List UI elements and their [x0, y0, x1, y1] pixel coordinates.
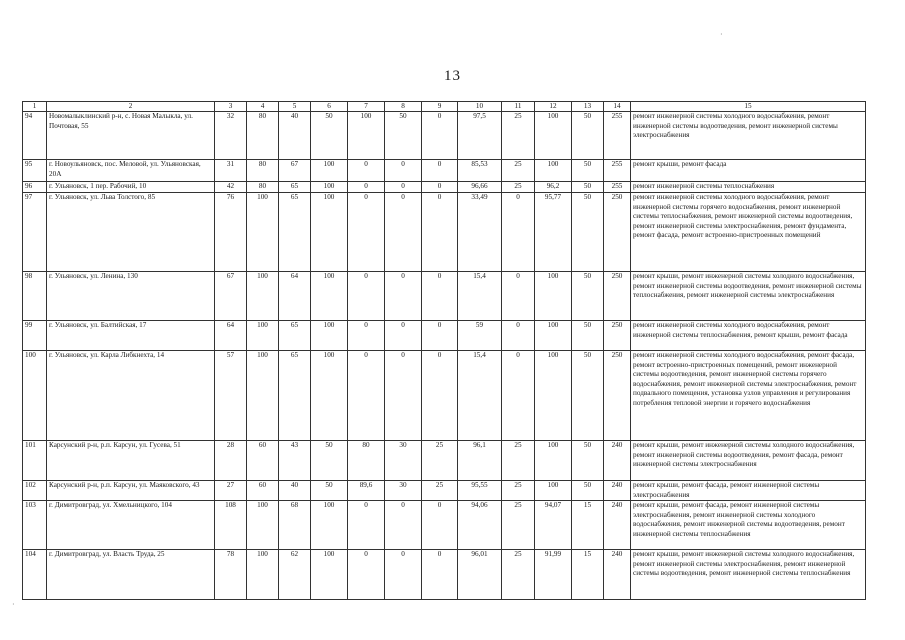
header-row — [23, 102, 866, 112]
cell-address: г. Димитровград, ул. Власть Труда, 25 — [47, 550, 215, 600]
cell-col-10: 95,55 — [458, 481, 502, 501]
cell-repair-works: ремонт инженерной системы холодного водоснабжения, ремонт инженерной системы теплоснабжения, ремонт крыши, ремонт фасада — [631, 321, 866, 351]
cell-col-14: 240 — [604, 481, 631, 501]
cell-col-4: 80 — [247, 112, 279, 160]
cell-col-11: 0 — [502, 193, 535, 272]
cell-repair-works: ремонт крыши, ремонт инженерной системы холодного водоснабжения, ремонт инженерной системы водоотведения, ремонт инженерной системы теплоснабжения, ремонт инженерной системы электроснабжения — [631, 272, 866, 321]
cell-col-9: 0 — [422, 321, 458, 351]
cell-col-13: 50 — [572, 112, 604, 160]
cell-col-4: 100 — [247, 272, 279, 321]
cell-col-8: 50 — [385, 112, 422, 160]
column-header-8: 8 — [385, 102, 422, 112]
cell-col-7: 0 — [348, 550, 385, 600]
cell-repair-works: ремонт инженерной системы холодного водоснабжения, ремонт фасада, ремонт встроенно-пристроенных помещений, ремонт инженерной системы водоотведения, ремонт инженерной системы горячего водоснабжения, ремонт инженерной системы электроснабжения, ремонт подвального помещения, установка узлов управления и регулирования потребления тепловой энергии и горячего водоснабжения — [631, 351, 866, 441]
cell-col-10: 96,1 — [458, 441, 502, 481]
cell-col-3: 108 — [215, 501, 247, 550]
cell-col-7: 0 — [348, 160, 385, 182]
cell-col-3: 28 — [215, 441, 247, 481]
cell-col-4: 100 — [247, 351, 279, 441]
cell-col-10: 94,06 — [458, 501, 502, 550]
cell-col-3: 78 — [215, 550, 247, 600]
cell-col-8: 0 — [385, 351, 422, 441]
cell-col-7: 0 — [348, 501, 385, 550]
cell-col-11: 25 — [502, 182, 535, 193]
cell-col-10: 33,49 — [458, 193, 502, 272]
cell-col-8: 0 — [385, 193, 422, 272]
cell-col-9: 0 — [422, 160, 458, 182]
cell-address: г. Ульяновск, ул. Ленина, 130 — [47, 272, 215, 321]
cell-row-number: 98 — [23, 272, 47, 321]
column-header-13: 13 — [572, 102, 604, 112]
housing-repair-table — [22, 101, 866, 600]
cell-col-9: 25 — [422, 481, 458, 501]
cell-address: Новомалыклинский р-н, с. Новая Малыкла, ул. Почтовая, 55 — [47, 112, 215, 160]
cell-col-6: 50 — [311, 112, 348, 160]
cell-col-12: 100 — [535, 272, 572, 321]
cell-col-3: 67 — [215, 272, 247, 321]
cell-col-9: 0 — [422, 351, 458, 441]
cell-col-6: 100 — [311, 321, 348, 351]
column-header-6: 6 — [311, 102, 348, 112]
cell-col-6: 100 — [311, 501, 348, 550]
cell-col-7: 0 — [348, 193, 385, 272]
cell-address: Карсунский р-н, р.п. Карсун, ул. Гусева, 51 — [47, 441, 215, 481]
cell-col-6: 100 — [311, 550, 348, 600]
cell-col-7: 100 — [348, 112, 385, 160]
cell-col-12: 100 — [535, 351, 572, 441]
cell-row-number: 97 — [23, 193, 47, 272]
cell-col-11: 0 — [502, 272, 535, 321]
cell-address: г. Новоульяновск, пос. Меловой, ул. Ульяновская, 20А — [47, 160, 215, 182]
cell-col-4: 80 — [247, 160, 279, 182]
cell-col-8: 0 — [385, 321, 422, 351]
cell-col-11: 25 — [502, 481, 535, 501]
cell-col-11: 25 — [502, 550, 535, 600]
cell-col-13: 50 — [572, 160, 604, 182]
column-header-2: 2 — [47, 102, 215, 112]
cell-col-5: 40 — [279, 481, 311, 501]
cell-col-4: 60 — [247, 481, 279, 501]
cell-col-5: 67 — [279, 160, 311, 182]
cell-col-4: 100 — [247, 550, 279, 600]
cell-col-12: 100 — [535, 321, 572, 351]
cell-col-6: 50 — [311, 481, 348, 501]
page-number: 13 — [444, 68, 461, 84]
cell-col-11: 0 — [502, 321, 535, 351]
cell-col-13: 50 — [572, 182, 604, 193]
cell-row-number: 102 — [23, 481, 47, 501]
cell-col-10: 96,66 — [458, 182, 502, 193]
cell-address: г. Димитровград, ул. Хмельницкого, 104 — [47, 501, 215, 550]
cell-col-7: 80 — [348, 441, 385, 481]
cell-col-11: 25 — [502, 501, 535, 550]
cell-col-5: 43 — [279, 441, 311, 481]
cell-col-7: 0 — [348, 321, 385, 351]
cell-col-14: 240 — [604, 550, 631, 600]
cell-row-number: 95 — [23, 160, 47, 182]
cell-col-13: 50 — [572, 193, 604, 272]
cell-col-3: 57 — [215, 351, 247, 441]
cell-address: Карсунский р-н, р.п. Карсун, ул. Маяковского, 43 — [47, 481, 215, 501]
cell-col-13: 50 — [572, 481, 604, 501]
cell-col-13: 50 — [572, 441, 604, 481]
cell-repair-works: ремонт инженерной системы холодного водоснабжения, ремонт инженерной системы горячего водоснабжения, ремонт инженерной системы теплоснабжения, ремонт инженерной системы водоотведения, ремонт инженерной системы электроснабжения, ремонт фундамента, ремонт фасада, ремонт встроенно-пристроенных помещений — [631, 193, 866, 272]
table-row — [23, 550, 866, 600]
column-header-7: 7 — [348, 102, 385, 112]
cell-repair-works: ремонт крыши, ремонт фасада — [631, 160, 866, 182]
cell-col-9: 25 — [422, 441, 458, 481]
cell-col-12: 100 — [535, 481, 572, 501]
cell-col-9: 0 — [422, 501, 458, 550]
cell-col-6: 100 — [311, 182, 348, 193]
cell-col-7: 0 — [348, 272, 385, 321]
cell-row-number: 101 — [23, 441, 47, 481]
cell-col-12: 100 — [535, 441, 572, 481]
column-header-14: 14 — [604, 102, 631, 112]
cell-col-13: 15 — [572, 550, 604, 600]
cell-col-9: 0 — [422, 272, 458, 321]
cell-col-8: 30 — [385, 441, 422, 481]
cell-col-14: 255 — [604, 160, 631, 182]
cell-col-4: 60 — [247, 441, 279, 481]
table-row — [23, 481, 866, 501]
cell-repair-works: ремонт инженерной системы теплоснабжения — [631, 182, 866, 193]
cell-col-4: 100 — [247, 193, 279, 272]
cell-col-8: 0 — [385, 550, 422, 600]
table-row — [23, 321, 866, 351]
cell-col-9: 0 — [422, 550, 458, 600]
cell-col-8: 0 — [385, 272, 422, 321]
table-row — [23, 112, 866, 160]
cell-col-3: 42 — [215, 182, 247, 193]
cell-col-13: 15 — [572, 501, 604, 550]
cell-col-10: 97,5 — [458, 112, 502, 160]
cell-col-7: 0 — [348, 351, 385, 441]
cell-row-number: 96 — [23, 182, 47, 193]
table-row — [23, 160, 866, 182]
cell-row-number: 100 — [23, 351, 47, 441]
cell-col-5: 65 — [279, 321, 311, 351]
cell-repair-works: ремонт крыши, ремонт инженерной системы холодного водоснабжения, ремонт инженерной системы электроснабжения, ремонт инженерной системы водоотведения, ремонт инженерной системы теплоснабжения — [631, 550, 866, 600]
cell-row-number: 103 — [23, 501, 47, 550]
cell-col-14: 240 — [604, 501, 631, 550]
cell-address: г. Ульяновск, ул. Карла Либкнехта, 14 — [47, 351, 215, 441]
cell-col-10: 15,4 — [458, 351, 502, 441]
scan-mark: · — [720, 30, 723, 39]
cell-col-12: 96,2 — [535, 182, 572, 193]
cell-col-3: 76 — [215, 193, 247, 272]
cell-col-13: 50 — [572, 272, 604, 321]
table-row — [23, 441, 866, 481]
column-header-9: 9 — [422, 102, 458, 112]
cell-col-6: 50 — [311, 441, 348, 481]
cell-repair-works: ремонт инженерной системы холодного водоснабжения, ремонт инженерной системы водоотведения, ремонт инженерной системы электроснабжения — [631, 112, 866, 160]
cell-row-number: 99 — [23, 321, 47, 351]
cell-col-11: 25 — [502, 441, 535, 481]
cell-col-9: 0 — [422, 193, 458, 272]
cell-col-6: 100 — [311, 351, 348, 441]
cell-col-6: 100 — [311, 272, 348, 321]
cell-col-7: 0 — [348, 182, 385, 193]
cell-address: г. Ульяновск, ул. Балтийская, 17 — [47, 321, 215, 351]
cell-col-5: 65 — [279, 351, 311, 441]
column-header-11: 11 — [502, 102, 535, 112]
cell-col-9: 0 — [422, 182, 458, 193]
cell-col-5: 65 — [279, 193, 311, 272]
column-header-1: 1 — [23, 102, 47, 112]
table-body — [23, 112, 866, 600]
cell-col-14: 250 — [604, 321, 631, 351]
cell-col-11: 25 — [502, 112, 535, 160]
table-row — [23, 272, 866, 321]
cell-col-7: 89,6 — [348, 481, 385, 501]
cell-col-10: 59 — [458, 321, 502, 351]
cell-col-12: 91,99 — [535, 550, 572, 600]
cell-col-5: 64 — [279, 272, 311, 321]
cell-col-3: 31 — [215, 160, 247, 182]
table-row — [23, 501, 866, 550]
cell-row-number: 104 — [23, 550, 47, 600]
scan-mark: · — [12, 600, 15, 609]
cell-col-14: 255 — [604, 112, 631, 160]
column-header-12: 12 — [535, 102, 572, 112]
table-row — [23, 182, 866, 193]
cell-col-14: 250 — [604, 193, 631, 272]
cell-col-4: 100 — [247, 321, 279, 351]
cell-col-3: 32 — [215, 112, 247, 160]
table-row — [23, 351, 866, 441]
cell-address: г. Ульяновск, ул. Льва Толстого, 85 — [47, 193, 215, 272]
cell-col-14: 240 — [604, 441, 631, 481]
cell-col-12: 100 — [535, 112, 572, 160]
cell-col-14: 250 — [604, 272, 631, 321]
table-row — [23, 193, 866, 272]
cell-col-8: 0 — [385, 160, 422, 182]
column-header-3: 3 — [215, 102, 247, 112]
cell-col-3: 27 — [215, 481, 247, 501]
cell-col-13: 50 — [572, 321, 604, 351]
cell-row-number: 94 — [23, 112, 47, 160]
cell-col-14: 250 — [604, 351, 631, 441]
cell-col-6: 100 — [311, 193, 348, 272]
cell-col-8: 0 — [385, 182, 422, 193]
cell-col-3: 64 — [215, 321, 247, 351]
cell-col-8: 0 — [385, 501, 422, 550]
cell-col-9: 0 — [422, 112, 458, 160]
cell-repair-works: ремонт крыши, ремонт инженерной системы холодного водоснабжения, ремонт инженерной системы водоотведения, ремонт фасада, ремонт инженерной системы электроснабжения — [631, 441, 866, 481]
column-header-15: 15 — [631, 102, 866, 112]
cell-col-5: 62 — [279, 550, 311, 600]
cell-col-5: 68 — [279, 501, 311, 550]
cell-col-10: 15,4 — [458, 272, 502, 321]
cell-col-14: 255 — [604, 182, 631, 193]
cell-repair-works: ремонт крыши, ремонт фасада, ремонт инженерной системы электроснабжения — [631, 481, 866, 501]
cell-col-11: 25 — [502, 160, 535, 182]
cell-col-12: 94,07 — [535, 501, 572, 550]
cell-col-4: 100 — [247, 501, 279, 550]
cell-col-10: 96,01 — [458, 550, 502, 600]
cell-col-4: 80 — [247, 182, 279, 193]
column-header-4: 4 — [247, 102, 279, 112]
cell-col-6: 100 — [311, 160, 348, 182]
column-header-5: 5 — [279, 102, 311, 112]
cell-col-12: 100 — [535, 160, 572, 182]
cell-col-13: 50 — [572, 351, 604, 441]
column-header-10: 10 — [458, 102, 502, 112]
cell-col-8: 30 — [385, 481, 422, 501]
cell-col-12: 95,77 — [535, 193, 572, 272]
cell-repair-works: ремонт крыши, ремонт фасада, ремонт инженерной системы электроснабжения, ремонт инженерной системы холодного водоснабжения, ремонт инженерной системы водоотведения, ремонт инженерной системы теплоснабжения — [631, 501, 866, 550]
cell-col-10: 85,53 — [458, 160, 502, 182]
cell-col-11: 0 — [502, 351, 535, 441]
cell-col-5: 65 — [279, 182, 311, 193]
cell-address: г. Ульяновск, 1 пер. Рабочий, 10 — [47, 182, 215, 193]
cell-col-5: 40 — [279, 112, 311, 160]
